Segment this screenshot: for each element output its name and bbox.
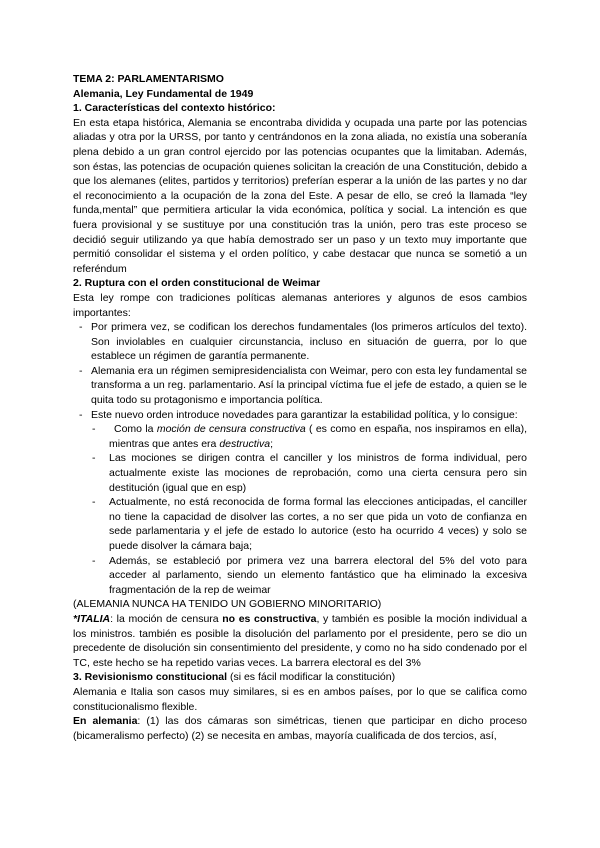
section-2-heading: 2. Ruptura con el orden constitucional de Weimar (73, 277, 321, 290)
document-subtitle: Alemania, Ley Fundamental de 1949 (73, 87, 254, 100)
italia-label: *ITALIA (73, 612, 111, 625)
alemania-label: En alemania (73, 715, 138, 728)
sub-list-item: - Actualmente, no está reconocida de forma formal las elecciones anticipadas, el canciller no tiene la capacidad de disolver las cortes, a no ser que pida un voto de confianza en sede parlamentaria y el jefe de estado lo autorice (esto ha ocurrido 4 veces) y solo se puede disolver la cámara baja; (91, 495, 527, 553)
section-1-body: En esta etapa histórica, Alemania se encontraba dividida y ocupada una parte por las potencias aliadas y otra por la URSS, por tanto y centrándonos en la zona aliada, no existía una soberanía plena debido a un gran control ejercido por las potencias ocupantes que la limitaban. Además, son éstas, las potencias de ocupación quienes solicitan la creación de una Constitución, debido a que los alemanes (elites, partidos y territorios) preferían esperar a la unión de las partes y no dar el reconocimiento a la ocupación de la zona del Este. A pesar de ello, se creó la llamada “ley funda,mental” que permitiera articular la vida económica, política y social. La intención es que fuera provisional y se sustituye por una constitución tras la unión, pero tras este proceso se decidió seguir utilizando ya que había demostrado ser un paso y un texto muy importante que permitió consolidar el sistema y el orden político, y cabe destacar que nunca se sometió a un referéndum (73, 116, 527, 275)
section-3-paragraph-2 (73, 714, 527, 743)
sub-item-text: Como la (114, 423, 157, 436)
sub-item-emphasis: moción de censura constructiva (156, 423, 306, 436)
document-page (73, 72, 527, 743)
list-item (73, 408, 527, 598)
alemania-text: : (1) las dos cámaras son simétricas, tienen que participar en dicho proceso (bicameralismo perfecto) (2) se necesita en ambas, mayoría cualificada de dos tercios, así, (73, 715, 527, 742)
section-3-heading-line (73, 670, 527, 685)
section-2-sublist (91, 422, 527, 597)
sub-item-text: ; (270, 437, 274, 450)
section-3-heading: 3. Revisionismo constitucional (73, 671, 228, 684)
sub-list-item: - Además, se estableció por primera vez una barrera electoral del 5% del voto para acceder al parlamento, siendo un elemento fantástico que ha eliminado la excesiva fragmentación de la rep de weimar (91, 554, 527, 598)
list-item: - Alemania era un régimen semipresidencialista con Weimar, pero con esta ley fundamental se transforma a un reg. parlamentario. Así la principal víctima fue el jefe de estado, a quien se le quita todo su protagonismo e importancia política. (73, 364, 527, 408)
sub-item-emphasis: destructiva (219, 437, 271, 450)
section-1-heading: 1. Características del contexto histórico: (73, 102, 276, 115)
italia-bold-text: no es constructiva (222, 612, 317, 625)
italia-text: : la moción de censura (110, 612, 223, 625)
sub-list-item (91, 422, 527, 451)
section-3-paragraph-1: Alemania e Italia son casos muy similares, si es en ambos países, por lo que se califica como constitucionalismo flexible. (73, 685, 527, 713)
section-3-heading-note: (si es fácil modificar la constitución) (227, 671, 396, 684)
sub-item-text: ( es como en españa, nos inspiramos en ella), mientras que antes era (109, 423, 528, 450)
section-2-list (73, 320, 527, 597)
italia-text: , y también es posible la moción individual a los ministros. también es posible la disolución del parlamento por el presidente, pero se dio un precedente de disolución sin consentimiento del presidente, y como no ha sido condenado por el TC, este hecho se ha repetido varias veces. La barrera electoral es del 3% (73, 612, 527, 669)
list-item-text: Este nuevo orden introduce novedades para garantizar la estabilidad política, y lo consigue: (91, 408, 518, 421)
section-2-intro: Esta ley rompe con tradiciones políticas alemanas anteriores y algunos de esos cambios importantes: (73, 291, 527, 319)
italia-paragraph (73, 612, 527, 670)
document-title: TEMA 2: PARLAMENTARISMO (73, 73, 224, 85)
minority-government-note: (ALEMANIA NUNCA HA TENIDO UN GOBIERNO MINORITARIO) (73, 598, 382, 611)
list-item: - Por primera vez, se codifican los derechos fundamentales (los primeros artículos del texto). Son inviolables en cualquier circunstancia, incluso en situación de guerra, por lo que establece un régimen de garantía permanente. (73, 320, 527, 364)
sub-list-item: - Las mociones se dirigen contra el canciller y los ministros de forma individual, pero actualmente existe las mociones de reprobación, como una cierta censura pero sin destitución (igual que en esp) (91, 451, 527, 495)
